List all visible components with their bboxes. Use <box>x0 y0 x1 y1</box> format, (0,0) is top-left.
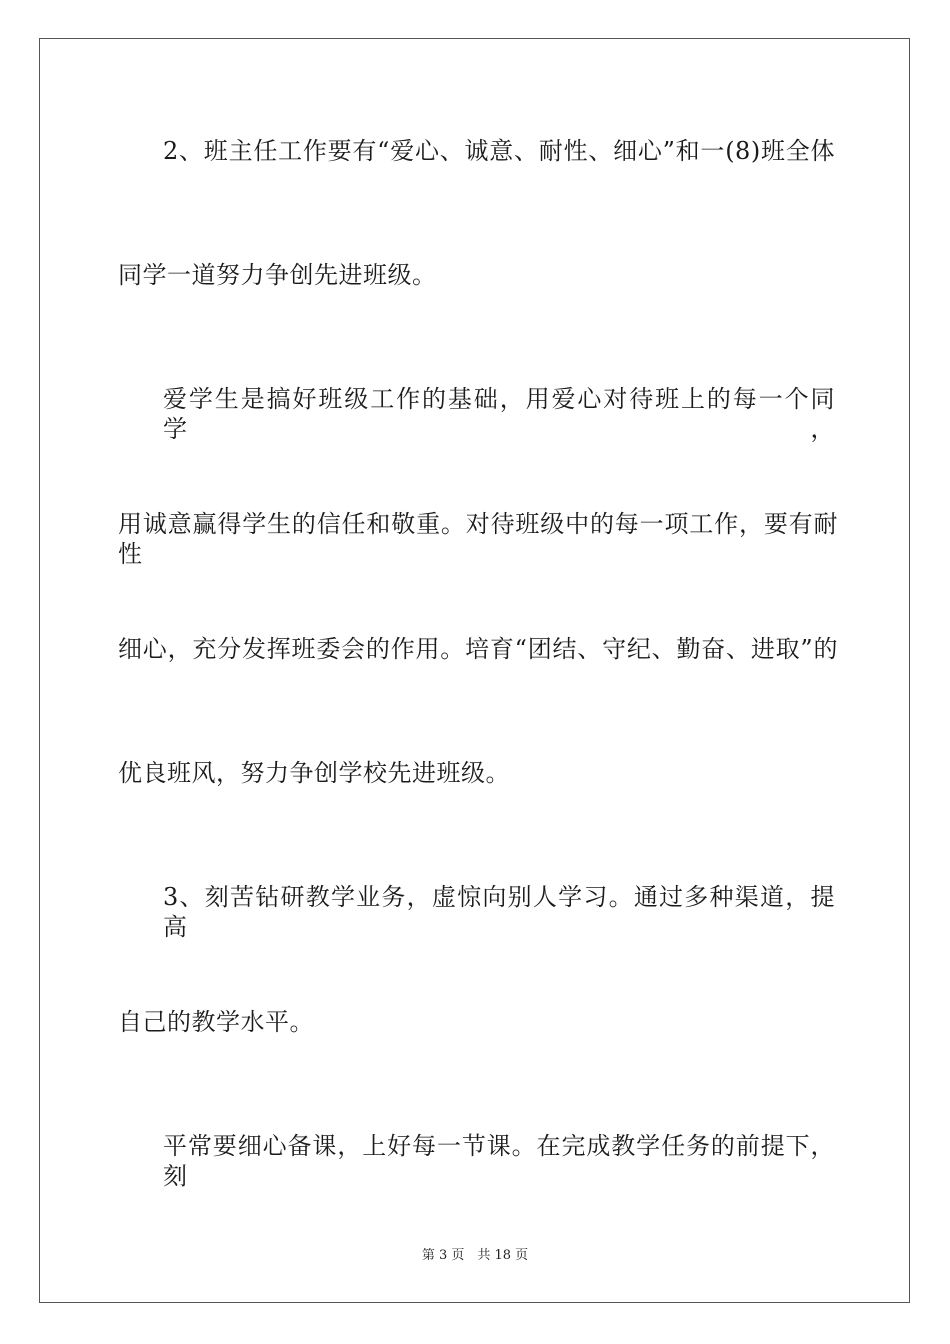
paragraph-line: 同学一道努力争创先进班级。 <box>118 261 437 289</box>
paragraph-line: 爱学生是搞好班级工作的基础，用爱心对待班上的每一个同学， <box>163 385 835 443</box>
paragraph-line: 细心，充分发挥班委会的作用。培育“团结、守纪、勤奋、进取”的 <box>118 635 838 663</box>
paragraph-line: 自己的教学水平。 <box>118 1008 314 1036</box>
paragraph-line: 3、刻苦钻研教学业务，虚惊向别人学习。通过多种渠道，提高 <box>163 883 835 941</box>
paragraph-line: 优良班风，努力争创学校先进班级。 <box>118 759 510 787</box>
paragraph-line: 平常要细心备课，上好每一节课。在完成教学任务的前提下，刻 <box>163 1132 835 1190</box>
page-number-footer: 第 3 页 共 18 页 <box>421 1248 529 1263</box>
paragraph-line: 用诚意赢得学生的信任和敬重。对待班级中的每一项工作，要有耐性 <box>118 510 838 568</box>
page-border <box>39 38 910 1303</box>
paragraph-line: 2、班主任工作要有“爱心、诚意、耐性、细心”和一(8)班全体 <box>163 137 835 165</box>
